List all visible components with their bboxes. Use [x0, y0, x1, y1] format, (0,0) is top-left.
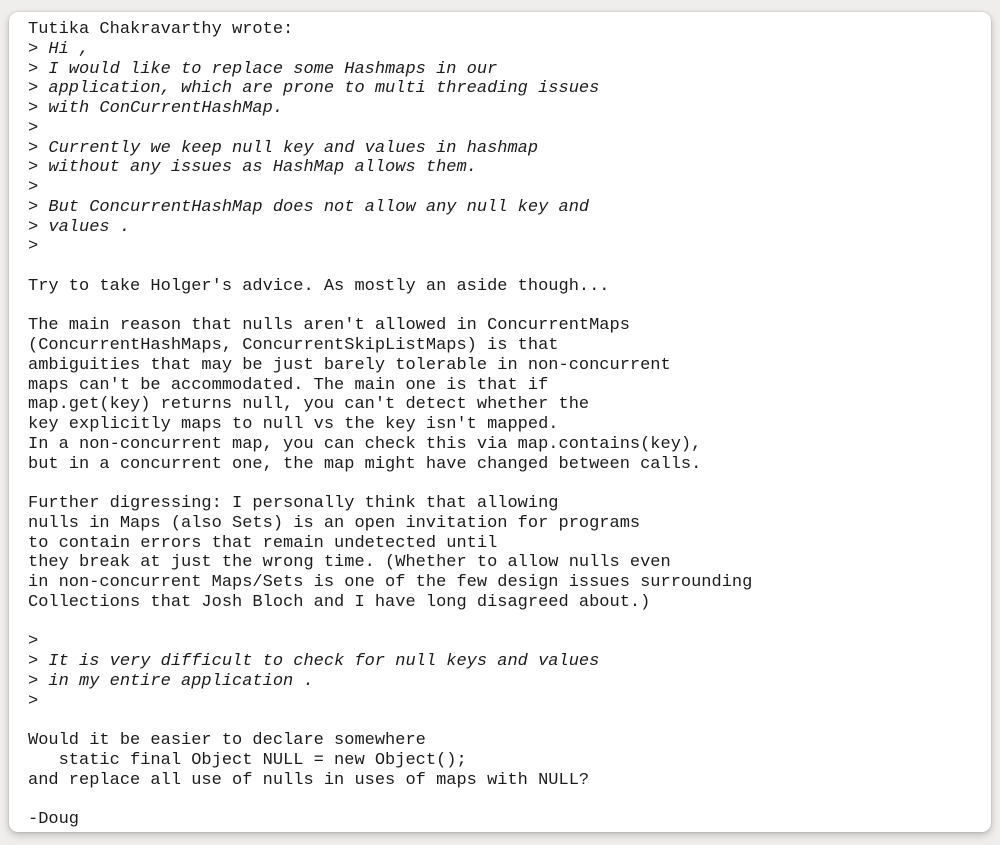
message-line: in non-concurrent Maps/Sets is one of the few design issues surrounding: [28, 573, 753, 592]
message-line: (ConcurrentHashMaps, ConcurrentSkipListMaps) is that: [28, 336, 559, 355]
blank-line: [28, 257, 973, 277]
message-line: to contain errors that remain undetected until: [28, 533, 498, 553]
quoted-line: > Hi ,: [28, 39, 90, 59]
message-line: -Doug: [28, 810, 80, 829]
blank-line: [28, 711, 973, 731]
message-line: Try to take Holger's advice. As mostly an aside though...: [28, 276, 610, 296]
quoted-line: >: [28, 178, 39, 197]
message-line: Would it be easier to declare somewhere: [28, 731, 426, 750]
quoted-line: > I would like to replace some Hashmaps in our: [28, 59, 498, 79]
quoted-line: > without any issues as HashMap allows them.: [28, 158, 477, 178]
quoted-line: > It is very difficult to check for null keys and values: [28, 652, 600, 671]
message-line: Tutika Chakravarthy wrote:: [28, 20, 294, 39]
message-line: key explicitly maps to null vs the key isn't mapped.: [28, 415, 559, 434]
message-line: they break at just the wrong time. (Whether to allow nulls even: [28, 553, 671, 573]
message-line: In a non-concurrent map, you can check this via map.contains(key),: [28, 434, 702, 454]
blank-line: [28, 613, 973, 633]
quoted-line: > But ConcurrentHashMap does not allow any null key and: [28, 197, 590, 217]
quoted-line: >: [28, 237, 39, 257]
blank-line: [28, 474, 973, 494]
quoted-line: > values .: [28, 217, 131, 237]
quoted-line: > Currently we keep null key and values in hashmap: [28, 138, 539, 158]
message-line: but in a concurrent one, the map might have changed between calls.: [28, 454, 702, 474]
message-line: and replace all use of nulls in uses of maps with NULL?: [28, 770, 590, 790]
quoted-line: >: [28, 691, 39, 711]
blank-line: [28, 297, 973, 317]
quoted-line: > with ConCurrentHashMap.: [28, 99, 284, 118]
message-line: The main reason that nulls aren't allowed in ConcurrentMaps: [28, 316, 630, 336]
message-line: ambiguities that may be just barely tolerable in non-concurrent: [28, 355, 671, 375]
message-line: map.get(key) returns null, you can't detect whether the: [28, 395, 590, 415]
code-line: static final Object NULL = new Object();: [28, 750, 467, 770]
quoted-line: >: [28, 118, 39, 138]
quoted-line: > in my entire application .: [28, 671, 314, 691]
message-card: [9, 12, 991, 832]
message-body: [28, 20, 973, 830]
message-line: nulls in Maps (also Sets) is an open invitation for programs: [28, 513, 641, 533]
message-line: maps can't be accommodated. The main one is that if: [28, 375, 549, 395]
quoted-line: > application, which are prone to multi threading issues: [28, 79, 600, 99]
blank-line: [28, 790, 973, 810]
message-line: Further digressing: I personally think that allowing: [28, 494, 559, 513]
quoted-line: >: [28, 632, 39, 652]
message-line: Collections that Josh Bloch and I have long disagreed about.): [28, 592, 651, 612]
